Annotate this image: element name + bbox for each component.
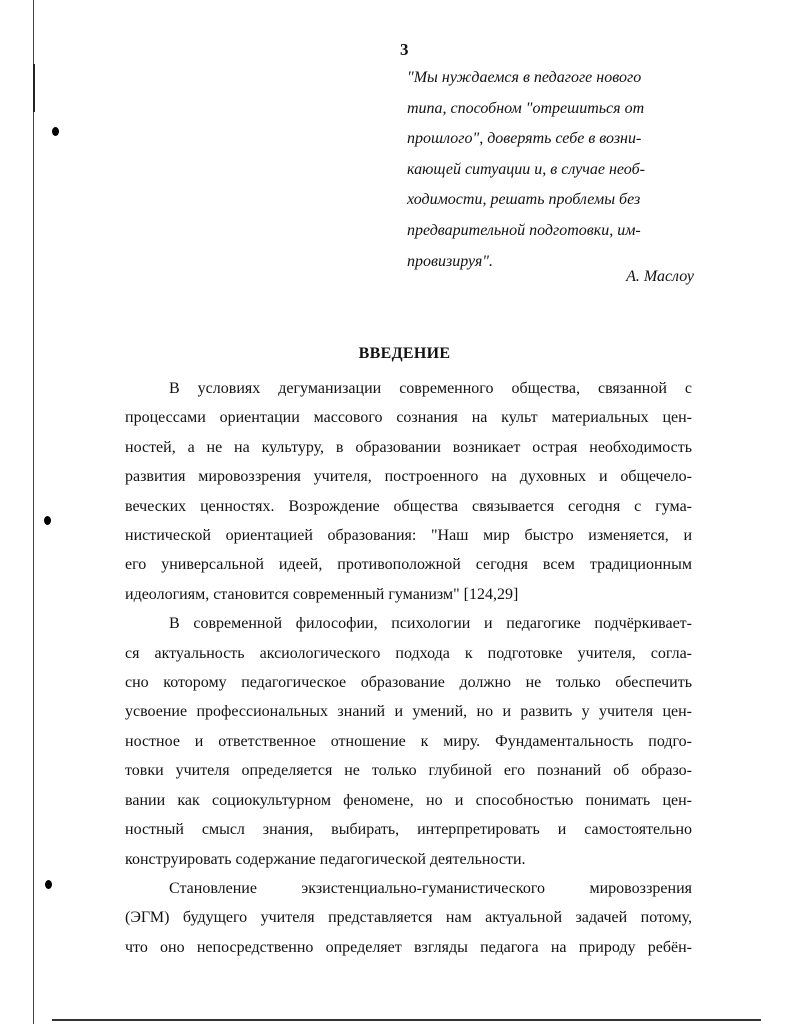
page-bottom-border [52, 1019, 761, 1021]
epigraph [407, 63, 679, 277]
epigraph-line: ходимости, решать проблемы без [407, 191, 641, 209]
epigraph-line: предварительной подготовки, им- [407, 221, 641, 239]
binding-hole-mark [45, 880, 52, 889]
page-left-border [33, 0, 34, 1024]
epigraph-line: провизируя". [407, 252, 493, 270]
paragraph-line: В современной философии, психологии и педагогике подчёркивает- [169, 615, 692, 633]
binding-hole-mark [44, 516, 51, 525]
paragraph-line: ностное и ответственное отношение к миру. Фундаментальность подго- [125, 732, 692, 750]
paragraph-line: ностный смысл знания, выбирать, интерпретировать и самостоятельно [125, 821, 692, 839]
paragraph-line: что оно непосредственно определяет взгляды педагога на природу ребён- [125, 938, 692, 956]
section-heading: ВВЕДЕНИЕ [358, 345, 451, 362]
paragraph-line: веческих ценностях. Возрождение общества связывается сегодня с гума- [125, 497, 692, 515]
epigraph-line: кающей ситуации и, в случае необ- [407, 160, 645, 178]
paragraph-line: товки учителя определяется не только глубиной его познаний об образо- [125, 762, 692, 780]
paragraph-line: нистической ориентацией образования: "Наш мир быстро изменяется, и [125, 527, 692, 545]
paragraph-line: идеологиям, становится современный гуманизм" [124,29] [125, 585, 519, 603]
body-text [125, 374, 692, 962]
paragraph-line: развития мировоззрения учителя, построенного на духовных и общечело- [125, 468, 692, 486]
page-number: 3 [400, 40, 409, 59]
paragraph-line: В условиях дегуманизации современного общества, связанной с [169, 380, 692, 397]
paragraph-line: вании как социокультурном феномене, но и способностью понимать цен- [125, 791, 692, 809]
paragraph-line: его универсальной идеей, противоположной сегодня всем традиционным [125, 556, 692, 574]
paragraph-line: (ЭГМ) будущего учителя представляется нам актуальной задачей потому, [125, 909, 692, 927]
binding-hole-mark [52, 127, 59, 136]
epigraph-line: "Мы нуждаемся в педагоге нового [407, 69, 642, 86]
paragraph-line: Становление экзистенциально-гуманистического мировоззрения [169, 879, 692, 897]
paragraph-line: конструировать содержание педагогической деятельности. [125, 850, 526, 868]
paragraph-line: ностей, а не на культуру, в образовании возникает острая необходимость [125, 438, 692, 456]
epigraph-author: А. Маслоу [626, 268, 694, 285]
margin-mark-line [33, 64, 36, 112]
epigraph-line: типа, способном "отрешиться от [407, 99, 645, 117]
paragraph-line: сно которому педагогическое образование должно не только обеспечить [125, 674, 692, 692]
epigraph-line: прошлого", доверять себе в возни- [407, 130, 642, 148]
paragraph-line: ся актуальность аксиологического подхода к подготовке учителя, согла- [125, 644, 692, 662]
paragraph-line: усвоение профессиональных знаний и умений, но и развить у учителя цен- [125, 703, 692, 721]
paragraph-line: процессами ориентации массового сознания на культ материальных цен- [125, 409, 692, 427]
